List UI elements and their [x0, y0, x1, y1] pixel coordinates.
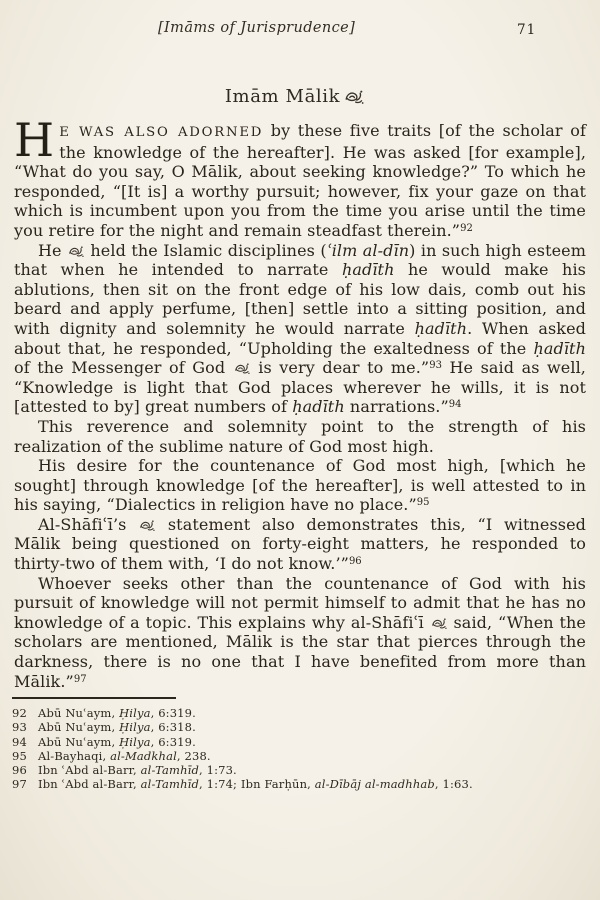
italic-term: al-Tamhīd [140, 763, 200, 778]
footnote-ref: 92 [460, 222, 473, 234]
footnote-97 [12, 777, 588, 791]
footnote-text: Abū Nuʿaym, Ḥilya, 6:319. [38, 706, 196, 720]
body-paragraph-1: H E WAS ALSO ADORNED by these five traits [of the scholar of the knowledge of the hereafter]. He was asked [for example], “What do you say, O Mālik, about seeking knowledge?” To which he responded, “[It is] a worthy pursuit; however, fix your gaze on that which is incumbent upon you from the time you arise until the time you retire for the night and remain steadfast therein.”$^{92}$ [14, 113, 587, 240]
italic-term: ḥadīth [533, 338, 586, 358]
footnote-number: 97 [12, 777, 27, 792]
footnote-95 [12, 749, 588, 763]
body-text [14, 113, 587, 691]
footnote-ref: 97 [73, 673, 87, 685]
italic-term: ʿilm al-dīn [326, 240, 410, 260]
footnote-text: Ibn ʿAbd al-Barr, al-Tamhīd, 1:73. [38, 763, 237, 778]
footnote-number: 93 [12, 720, 27, 735]
section-title [14, 86, 576, 107]
footnote-number: 95 [12, 748, 27, 763]
italic-term: al-Madkhal [110, 748, 177, 763]
footnote-text: Ibn ʿAbd al-Barr, al-Tamhīd, 1:74; Ibn Farḥūn, al-Dībāj al-madhhab, 1:63. [38, 777, 473, 792]
body-paragraph-3: This reverence and solemnity point to the strength of his realization of the sublime nature of God most high. [14, 416, 586, 456]
lead-in-smallcaps: E WAS ALSO ADORNED [59, 125, 264, 140]
italic-term: Ḥilya [119, 706, 151, 720]
honorific-mark-icon [431, 617, 447, 630]
body-paragraph-2: He held the Islamic disciplines (ʿilm al-dīn) in such high esteem that when he intended to narrate ḥadīth he would make his ablutions, then sit on the front edge of his low dais, comb out his beard and apply perfume, [then] settle into a sitting position, and with dignity and solemnity he would narrate ḥadīth. When asked about that, he responded, “Upholding the exaltedness of the ḥadīth of the Messenger of God is very dear to me.”$^{93}$ He said as well, “Knowledge is light that God places wherever he wills, it is not [attested to by] great numbers of ḥadīth narrations.”$^{94}$ [14, 240, 587, 417]
body-paragraph-4: His desire for the countenance of God most high, [which he sought] through knowledge [of the hereafter], is well attested to in his saying, “Dialectics in religion have no place.”$^{95}$ [14, 456, 586, 515]
footnotes-block [12, 697, 588, 792]
section-title-text: Imām Mālik [224, 86, 341, 107]
italic-term: al-Tamhīd [140, 777, 200, 792]
footnote-96 [12, 763, 588, 777]
honorific-mark-icon [234, 362, 250, 375]
italic-term: ḥadīth [414, 318, 468, 338]
footnote-ref: 93 [429, 360, 442, 372]
footnote-ref: 96 [348, 556, 362, 568]
italic-term: Ḥilya [119, 720, 151, 735]
italic-term: al-Dībāj al-madhhab [314, 777, 435, 792]
running-header [0, 20, 600, 40]
footnote-92 [12, 706, 588, 720]
footnote-number: 92 [12, 706, 27, 720]
footnote-separator [12, 697, 176, 699]
italic-term: Ḥilya [119, 734, 151, 749]
italic-term: ḥadīth [292, 397, 345, 417]
footnote-ref: 95 [416, 497, 430, 509]
honorific-mark-icon [68, 245, 84, 258]
footnote-number: 96 [12, 763, 27, 778]
page-number: 71 [517, 22, 537, 38]
running-header-title: [Imāms of Jurisprudence] [158, 20, 356, 36]
footnote-93 [12, 720, 588, 734]
body-paragraph-6: Whoever seeks other than the countenance of God with his pursuit of knowledge will not permit himself to admit that he has no knowledge of a topic. This explains why al-Shāfiʿī said, “When the scholars are mentioned, Mālik is the star that pierces through the darkness, there is no one that I have benefited from more than Mālik.”$^{97}$ [14, 573, 587, 691]
drop-cap: H [14, 113, 55, 167]
footnote-ref: 94 [448, 399, 462, 411]
footnote-number: 94 [12, 734, 27, 749]
honorific-mark-icon [344, 89, 364, 105]
honorific-mark-icon [139, 519, 155, 532]
footnote-text: Abū Nuʿaym, Ḥilya, 6:319. [38, 734, 196, 749]
body-paragraph-5: Al-Shāfiʿī’s statement also demonstrates this, “I witnessed Mālik being questioned on forty-eight matters, he responded to thirty-two of them with, ‘I do not know.’”$^{96}$ [14, 514, 587, 574]
footnote-text: Abū Nuʿaym, Ḥilya, 6:318. [38, 720, 196, 735]
footnote-text: Al-Bayhaqi, al-Madkhal, 238. [38, 748, 211, 763]
italic-term: ḥadīth [341, 260, 395, 280]
footnote-94 [12, 735, 588, 749]
